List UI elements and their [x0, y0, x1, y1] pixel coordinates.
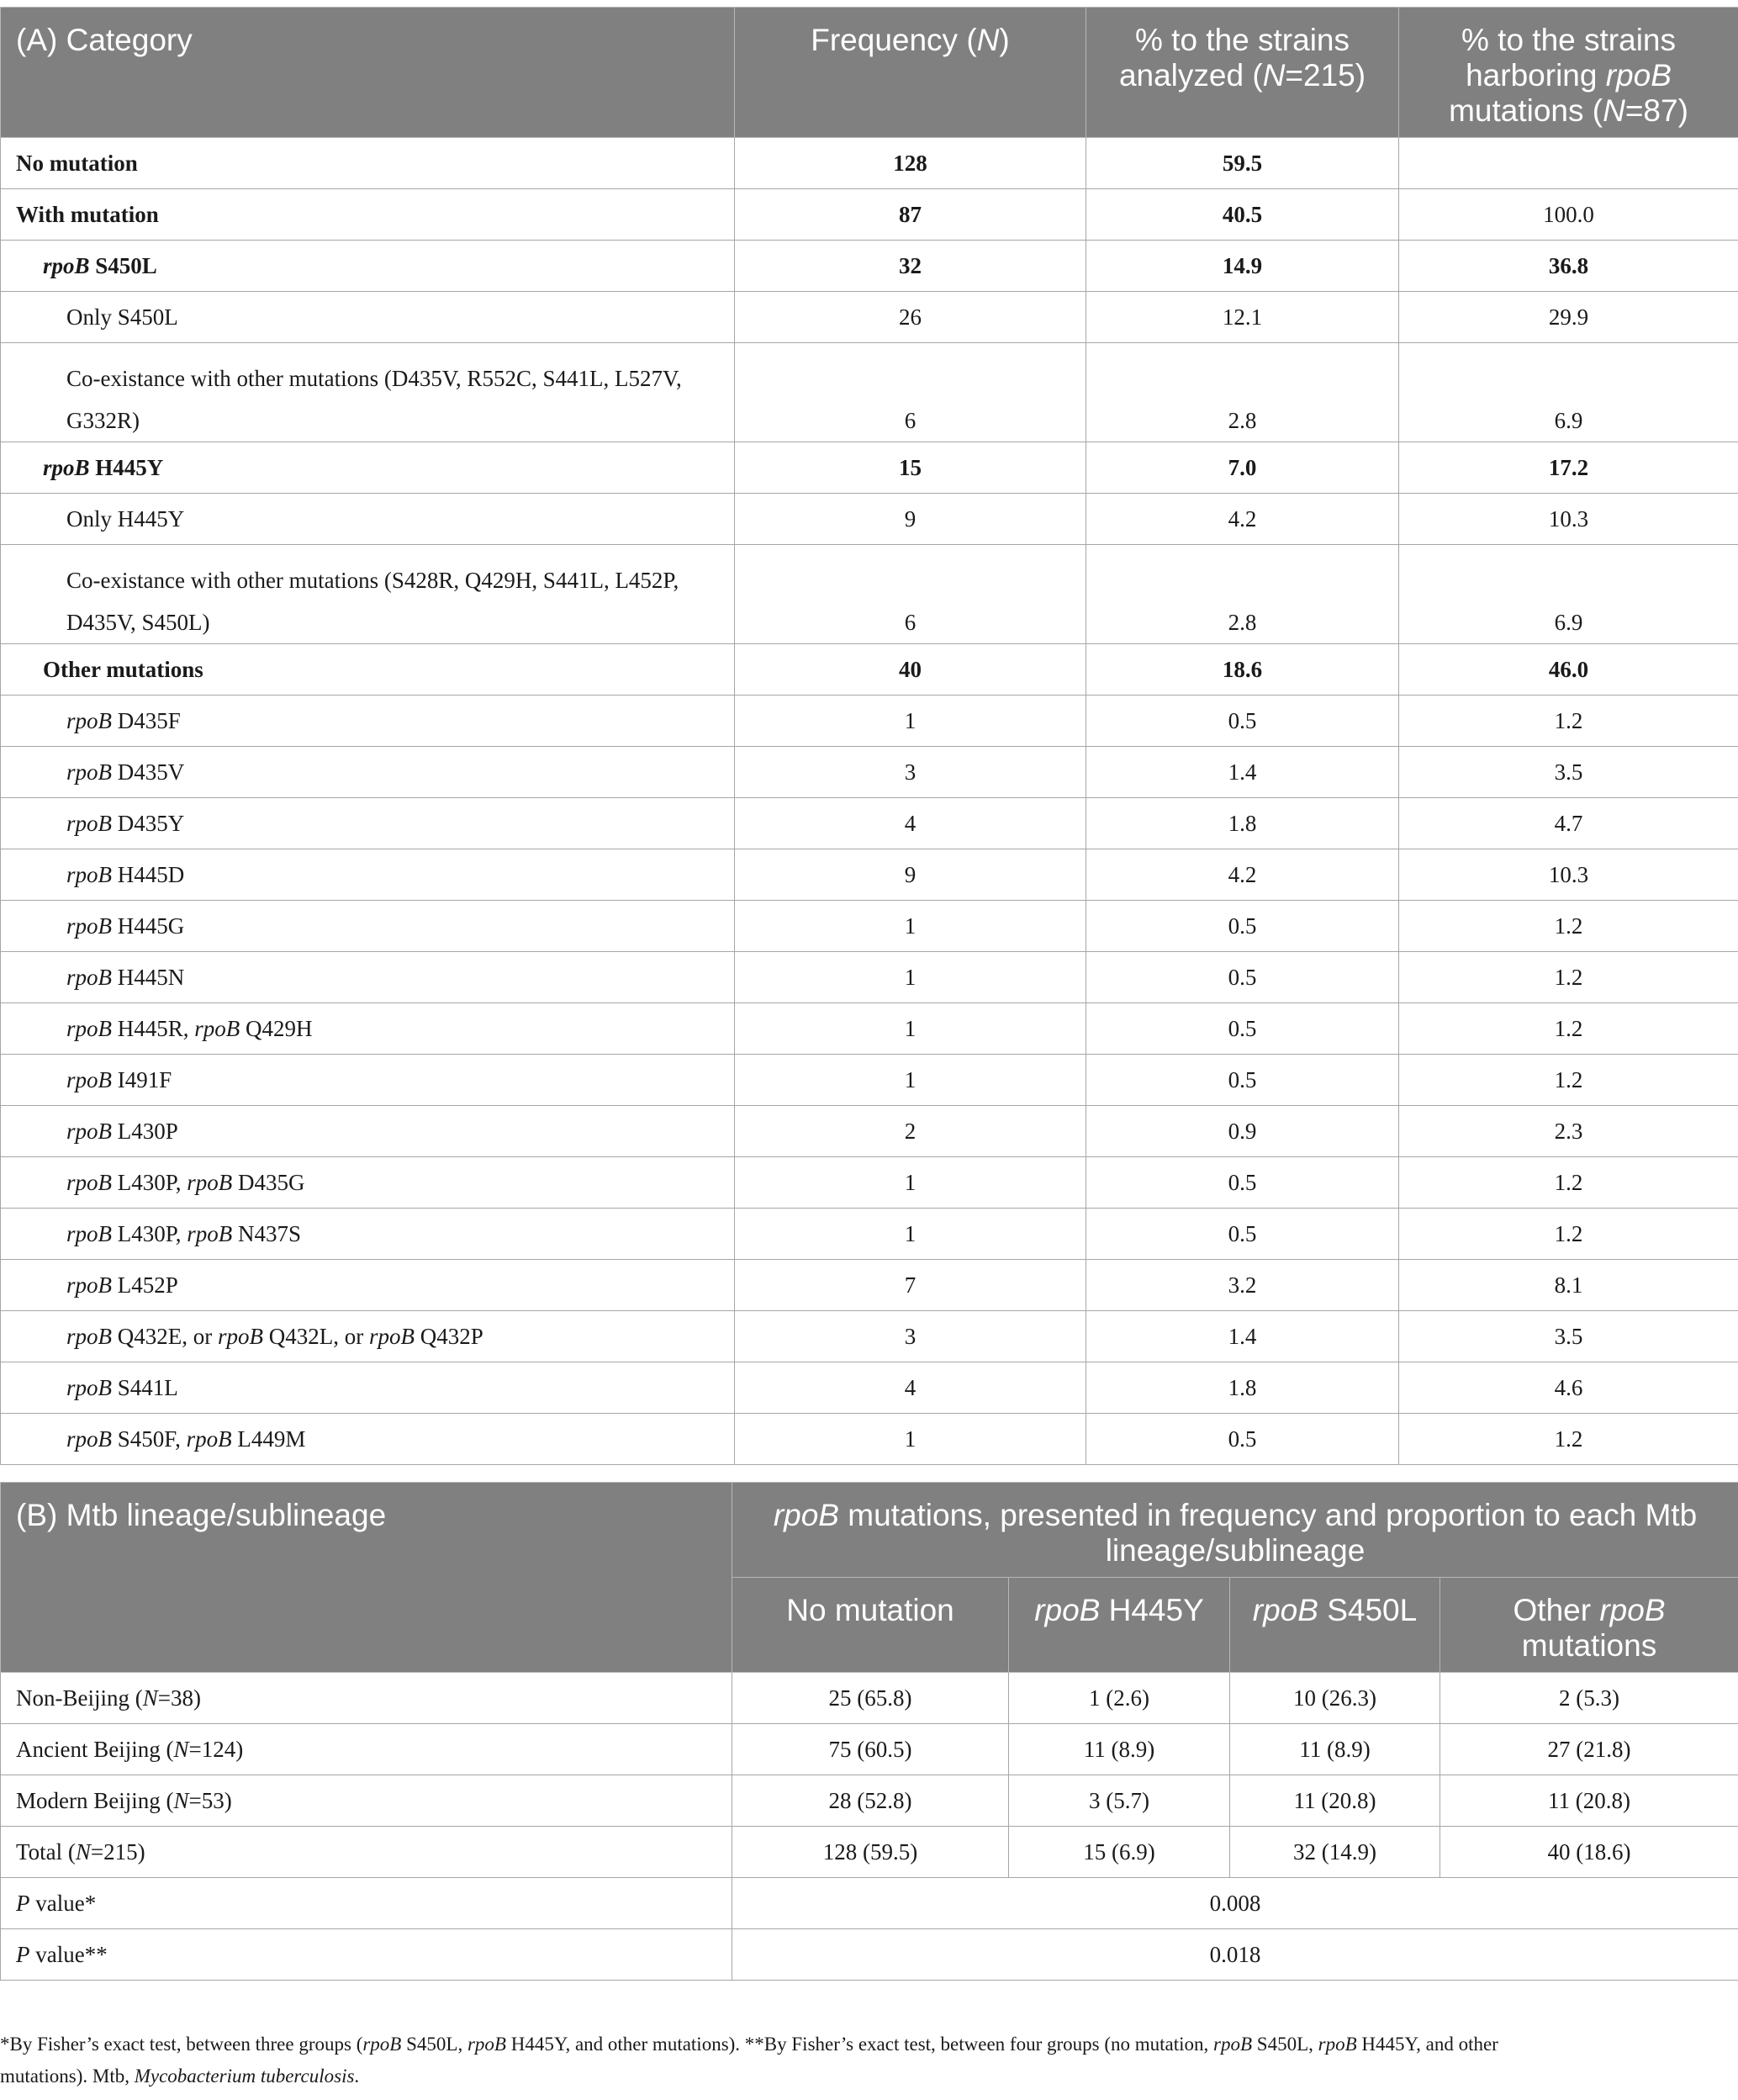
cell-pvalue-label: P value* — [1, 1878, 732, 1929]
cell-s450l: 10 (26.3) — [1230, 1673, 1440, 1724]
cell-pvalue-label: P value** — [1, 1929, 732, 1981]
cell-frequency: 2 — [735, 1106, 1086, 1157]
cell-pct-rpob: 4.7 — [1399, 798, 1738, 849]
cell-pct-rpob: 46.0 — [1399, 644, 1738, 696]
table-row — [1, 1106, 1738, 1157]
cell-frequency: 9 — [735, 849, 1086, 901]
row-rpob-h445y — [1, 442, 1738, 494]
cell-pct-analyzed: 7.0 — [1086, 442, 1399, 494]
table-row — [1, 952, 1738, 1003]
cell-s450l: 11 (8.9) — [1230, 1724, 1440, 1775]
cell-h445y: 1 (2.6) — [1009, 1673, 1230, 1724]
cell-label: Other mutations — [1, 644, 735, 696]
table-row — [1, 849, 1738, 901]
row-rpob-s450l — [1, 241, 1738, 292]
cell-h445y: 3 (5.7) — [1009, 1775, 1230, 1827]
cell-frequency: 40 — [735, 644, 1086, 696]
cell-other: 27 (21.8) — [1440, 1724, 1738, 1775]
cell-frequency: 1 — [735, 696, 1086, 747]
cell-label: rpoB S441L — [1, 1362, 735, 1414]
cell-pct-rpob: 36.8 — [1399, 241, 1738, 292]
cell-pct-analyzed: 0.9 — [1086, 1106, 1399, 1157]
cell-other: 11 (20.8) — [1440, 1775, 1738, 1827]
row-only-s450l — [1, 292, 1738, 343]
cell-pct-analyzed: 4.2 — [1086, 494, 1399, 545]
cell-frequency: 1 — [735, 1414, 1086, 1465]
table-row — [1, 1260, 1738, 1311]
cell-frequency: 128 — [735, 138, 1086, 189]
cell-frequency: 87 — [735, 189, 1086, 241]
cell-pct-analyzed: 2.8 — [1086, 545, 1399, 644]
cell-label: rpoB S450L — [1, 241, 735, 292]
table-row-pvalue — [1, 1929, 1738, 1981]
pvalue-rows — [1, 1878, 1738, 1981]
cell-s450l: 32 (14.9) — [1230, 1827, 1440, 1878]
table-row — [1, 1673, 1738, 1724]
table-row — [1, 1724, 1738, 1775]
cell-frequency: 7 — [735, 1260, 1086, 1311]
table-row — [1, 1003, 1738, 1055]
cell-pct-rpob: 1.2 — [1399, 1055, 1738, 1106]
cell-frequency: 1 — [735, 1209, 1086, 1260]
cell-pct-analyzed: 1.8 — [1086, 798, 1399, 849]
cell-pct-analyzed: 1.4 — [1086, 1311, 1399, 1362]
cell-pct-rpob: 4.6 — [1399, 1362, 1738, 1414]
cell-label: With mutation — [1, 189, 735, 241]
row-other-mutations — [1, 644, 1738, 696]
cell-pct-analyzed: 3.2 — [1086, 1260, 1399, 1311]
cell-label: rpoB H445Y — [1, 442, 735, 494]
header-no-mutation: No mutation — [732, 1578, 1009, 1673]
cell-label: Only S450L — [1, 292, 735, 343]
cell-pct-rpob: 17.2 — [1399, 442, 1738, 494]
cell-frequency: 32 — [735, 241, 1086, 292]
cell-label: rpoB L452P — [1, 1260, 735, 1311]
cell-no-mutation: 128 (59.5) — [732, 1827, 1009, 1878]
cell-label: rpoB L430P, rpoB D435G — [1, 1157, 735, 1209]
cell-frequency: 1 — [735, 1157, 1086, 1209]
cell-pct-analyzed: 0.5 — [1086, 952, 1399, 1003]
table-row — [1, 696, 1738, 747]
table-row — [1, 1055, 1738, 1106]
cell-label: Only H445Y — [1, 494, 735, 545]
lineage-rows — [1, 1673, 1738, 1878]
header-lineage: (B) Mtb lineage/sublineage — [1, 1483, 732, 1673]
table-row — [1, 1362, 1738, 1414]
cell-label: rpoB D435F — [1, 696, 735, 747]
cell-other: 40 (18.6) — [1440, 1827, 1738, 1878]
table-row — [1, 1775, 1738, 1827]
cell-label: rpoB L430P — [1, 1106, 735, 1157]
cell-frequency: 9 — [735, 494, 1086, 545]
cell-pct-rpob: 8.1 — [1399, 1260, 1738, 1311]
cell-pct-analyzed: 1.4 — [1086, 747, 1399, 798]
header-rpob-group: rpoB mutations, presented in frequency and proportion to each Mtb lineage/sublineage — [732, 1483, 1738, 1578]
cell-pct-rpob — [1399, 138, 1738, 189]
cell-h445y: 11 (8.9) — [1009, 1724, 1230, 1775]
header-s450l: rpoB S450L — [1230, 1578, 1440, 1673]
header-other: Other rpoB mutations — [1440, 1578, 1738, 1673]
cell-frequency: 3 — [735, 747, 1086, 798]
cell-pct-rpob: 1.2 — [1399, 1157, 1738, 1209]
cell-pct-rpob: 3.5 — [1399, 747, 1738, 798]
table-row — [1, 1414, 1738, 1465]
cell-pct-analyzed: 40.5 — [1086, 189, 1399, 241]
cell-label: rpoB L430P, rpoB N437S — [1, 1209, 735, 1260]
cell-pct-analyzed: 0.5 — [1086, 1003, 1399, 1055]
table-row-pvalue — [1, 1878, 1738, 1929]
table-row — [1, 901, 1738, 952]
cell-pvalue: 0.018 — [732, 1929, 1738, 1981]
cell-frequency: 1 — [735, 1003, 1086, 1055]
cell-label: Co-existance with other mutations (D435V, R552C, S441L, L527V, G332R) — [1, 343, 735, 442]
cell-lineage: Non-Beijing (N=38) — [1, 1673, 732, 1724]
cell-pvalue: 0.008 — [732, 1878, 1738, 1929]
cell-pct-analyzed: 0.5 — [1086, 1414, 1399, 1465]
table-row — [1, 1827, 1738, 1878]
cell-pct-analyzed: 0.5 — [1086, 901, 1399, 952]
cell-pct-rpob: 1.2 — [1399, 901, 1738, 952]
cell-other: 2 (5.3) — [1440, 1673, 1738, 1724]
cell-pct-analyzed: 1.8 — [1086, 1362, 1399, 1414]
cell-frequency: 4 — [735, 798, 1086, 849]
cell-label: rpoB I491F — [1, 1055, 735, 1106]
cell-label: rpoB D435Y — [1, 798, 735, 849]
cell-pct-analyzed: 14.9 — [1086, 241, 1399, 292]
table-b-lineage — [0, 1482, 1738, 1981]
table-row — [1, 798, 1738, 849]
cell-no-mutation: 75 (60.5) — [732, 1724, 1009, 1775]
table-a-mutation-categories — [0, 7, 1738, 1465]
cell-label: rpoB S450F, rpoB L449M — [1, 1414, 735, 1465]
cell-pct-rpob: 3.5 — [1399, 1311, 1738, 1362]
table-row — [1, 1157, 1738, 1209]
cell-label: rpoB H445G — [1, 901, 735, 952]
cell-label: Co-existance with other mutations (S428R, Q429H, S441L, L452P, D435V, S450L) — [1, 545, 735, 644]
cell-frequency: 26 — [735, 292, 1086, 343]
cell-pct-rpob: 100.0 — [1399, 189, 1738, 241]
cell-pct-analyzed: 12.1 — [1086, 292, 1399, 343]
cell-pct-analyzed: 59.5 — [1086, 138, 1399, 189]
cell-pct-analyzed: 4.2 — [1086, 849, 1399, 901]
row-only-h445y — [1, 494, 1738, 545]
cell-pct-analyzed: 18.6 — [1086, 644, 1399, 696]
row-no-mutation — [1, 138, 1738, 189]
table-row — [1, 1209, 1738, 1260]
cell-pct-rpob: 1.2 — [1399, 952, 1738, 1003]
cell-label: No mutation — [1, 138, 735, 189]
cell-frequency: 1 — [735, 952, 1086, 1003]
cell-frequency: 1 — [735, 1055, 1086, 1106]
cell-pct-rpob: 1.2 — [1399, 1003, 1738, 1055]
footnote: *By Fisher’s exact test, between three groups (rpoB S450L, rpoB H445Y, and other mutations). **By Fisher’s exact test, between four groups (no mutation, rpoB S450L, rpoB H445Y, and other mutations). Mtb, Mycobacterium tuberculosis. — [0, 2034, 1498, 2087]
cell-label: rpoB H445N — [1, 952, 735, 1003]
cell-lineage: Total (N=215) — [1, 1827, 732, 1878]
cell-pct-analyzed: 0.5 — [1086, 696, 1399, 747]
cell-pct-analyzed: 2.8 — [1086, 343, 1399, 442]
cell-frequency: 3 — [735, 1311, 1086, 1362]
cell-pct-rpob: 1.2 — [1399, 1209, 1738, 1260]
header-h445y: rpoB H445Y — [1009, 1578, 1230, 1673]
table-row — [1, 747, 1738, 798]
cell-pct-rpob: 29.9 — [1399, 292, 1738, 343]
cell-pct-rpob: 10.3 — [1399, 849, 1738, 901]
row-coexist-s450l — [1, 343, 1738, 442]
cell-pct-rpob: 1.2 — [1399, 1414, 1738, 1465]
cell-pct-rpob: 6.9 — [1399, 343, 1738, 442]
other-mutations-list — [1, 696, 1738, 1465]
cell-frequency: 4 — [735, 1362, 1086, 1414]
table-b-header-row-1 — [1, 1483, 1738, 1578]
cell-label: rpoB Q432E, or rpoB Q432L, or rpoB Q432P — [1, 1311, 735, 1362]
cell-h445y: 15 (6.9) — [1009, 1827, 1230, 1878]
row-with-mutation — [1, 189, 1738, 241]
cell-frequency: 15 — [735, 442, 1086, 494]
cell-frequency: 6 — [735, 343, 1086, 442]
cell-s450l: 11 (20.8) — [1230, 1775, 1440, 1827]
row-coexist-h445y — [1, 545, 1738, 644]
header-frequency: Frequency (N) — [735, 8, 1086, 138]
cell-no-mutation: 25 (65.8) — [732, 1673, 1009, 1724]
cell-lineage: Modern Beijing (N=53) — [1, 1775, 732, 1827]
cell-pct-analyzed: 0.5 — [1086, 1209, 1399, 1260]
cell-pct-rpob: 2.3 — [1399, 1106, 1738, 1157]
cell-pct-rpob: 1.2 — [1399, 696, 1738, 747]
table-a-header-row — [1, 8, 1738, 138]
cell-label: rpoB H445D — [1, 849, 735, 901]
cell-pct-analyzed: 0.5 — [1086, 1055, 1399, 1106]
header-category: (A) Category — [1, 8, 735, 138]
cell-pct-analyzed: 0.5 — [1086, 1157, 1399, 1209]
header-pct-harboring: % to the strains harboring rpoB mutations (N=87) — [1399, 8, 1738, 138]
cell-lineage: Ancient Beijing (N=124) — [1, 1724, 732, 1775]
cell-label: rpoB D435V — [1, 747, 735, 798]
cell-frequency: 1 — [735, 901, 1086, 952]
header-pct-analyzed: % to the strains analyzed (N=215) — [1086, 8, 1399, 138]
cell-no-mutation: 28 (52.8) — [732, 1775, 1009, 1827]
cell-pct-rpob: 10.3 — [1399, 494, 1738, 545]
cell-frequency: 6 — [735, 545, 1086, 644]
cell-label: rpoB H445R, rpoB Q429H — [1, 1003, 735, 1055]
table-row — [1, 1311, 1738, 1362]
cell-pct-rpob: 6.9 — [1399, 545, 1738, 644]
